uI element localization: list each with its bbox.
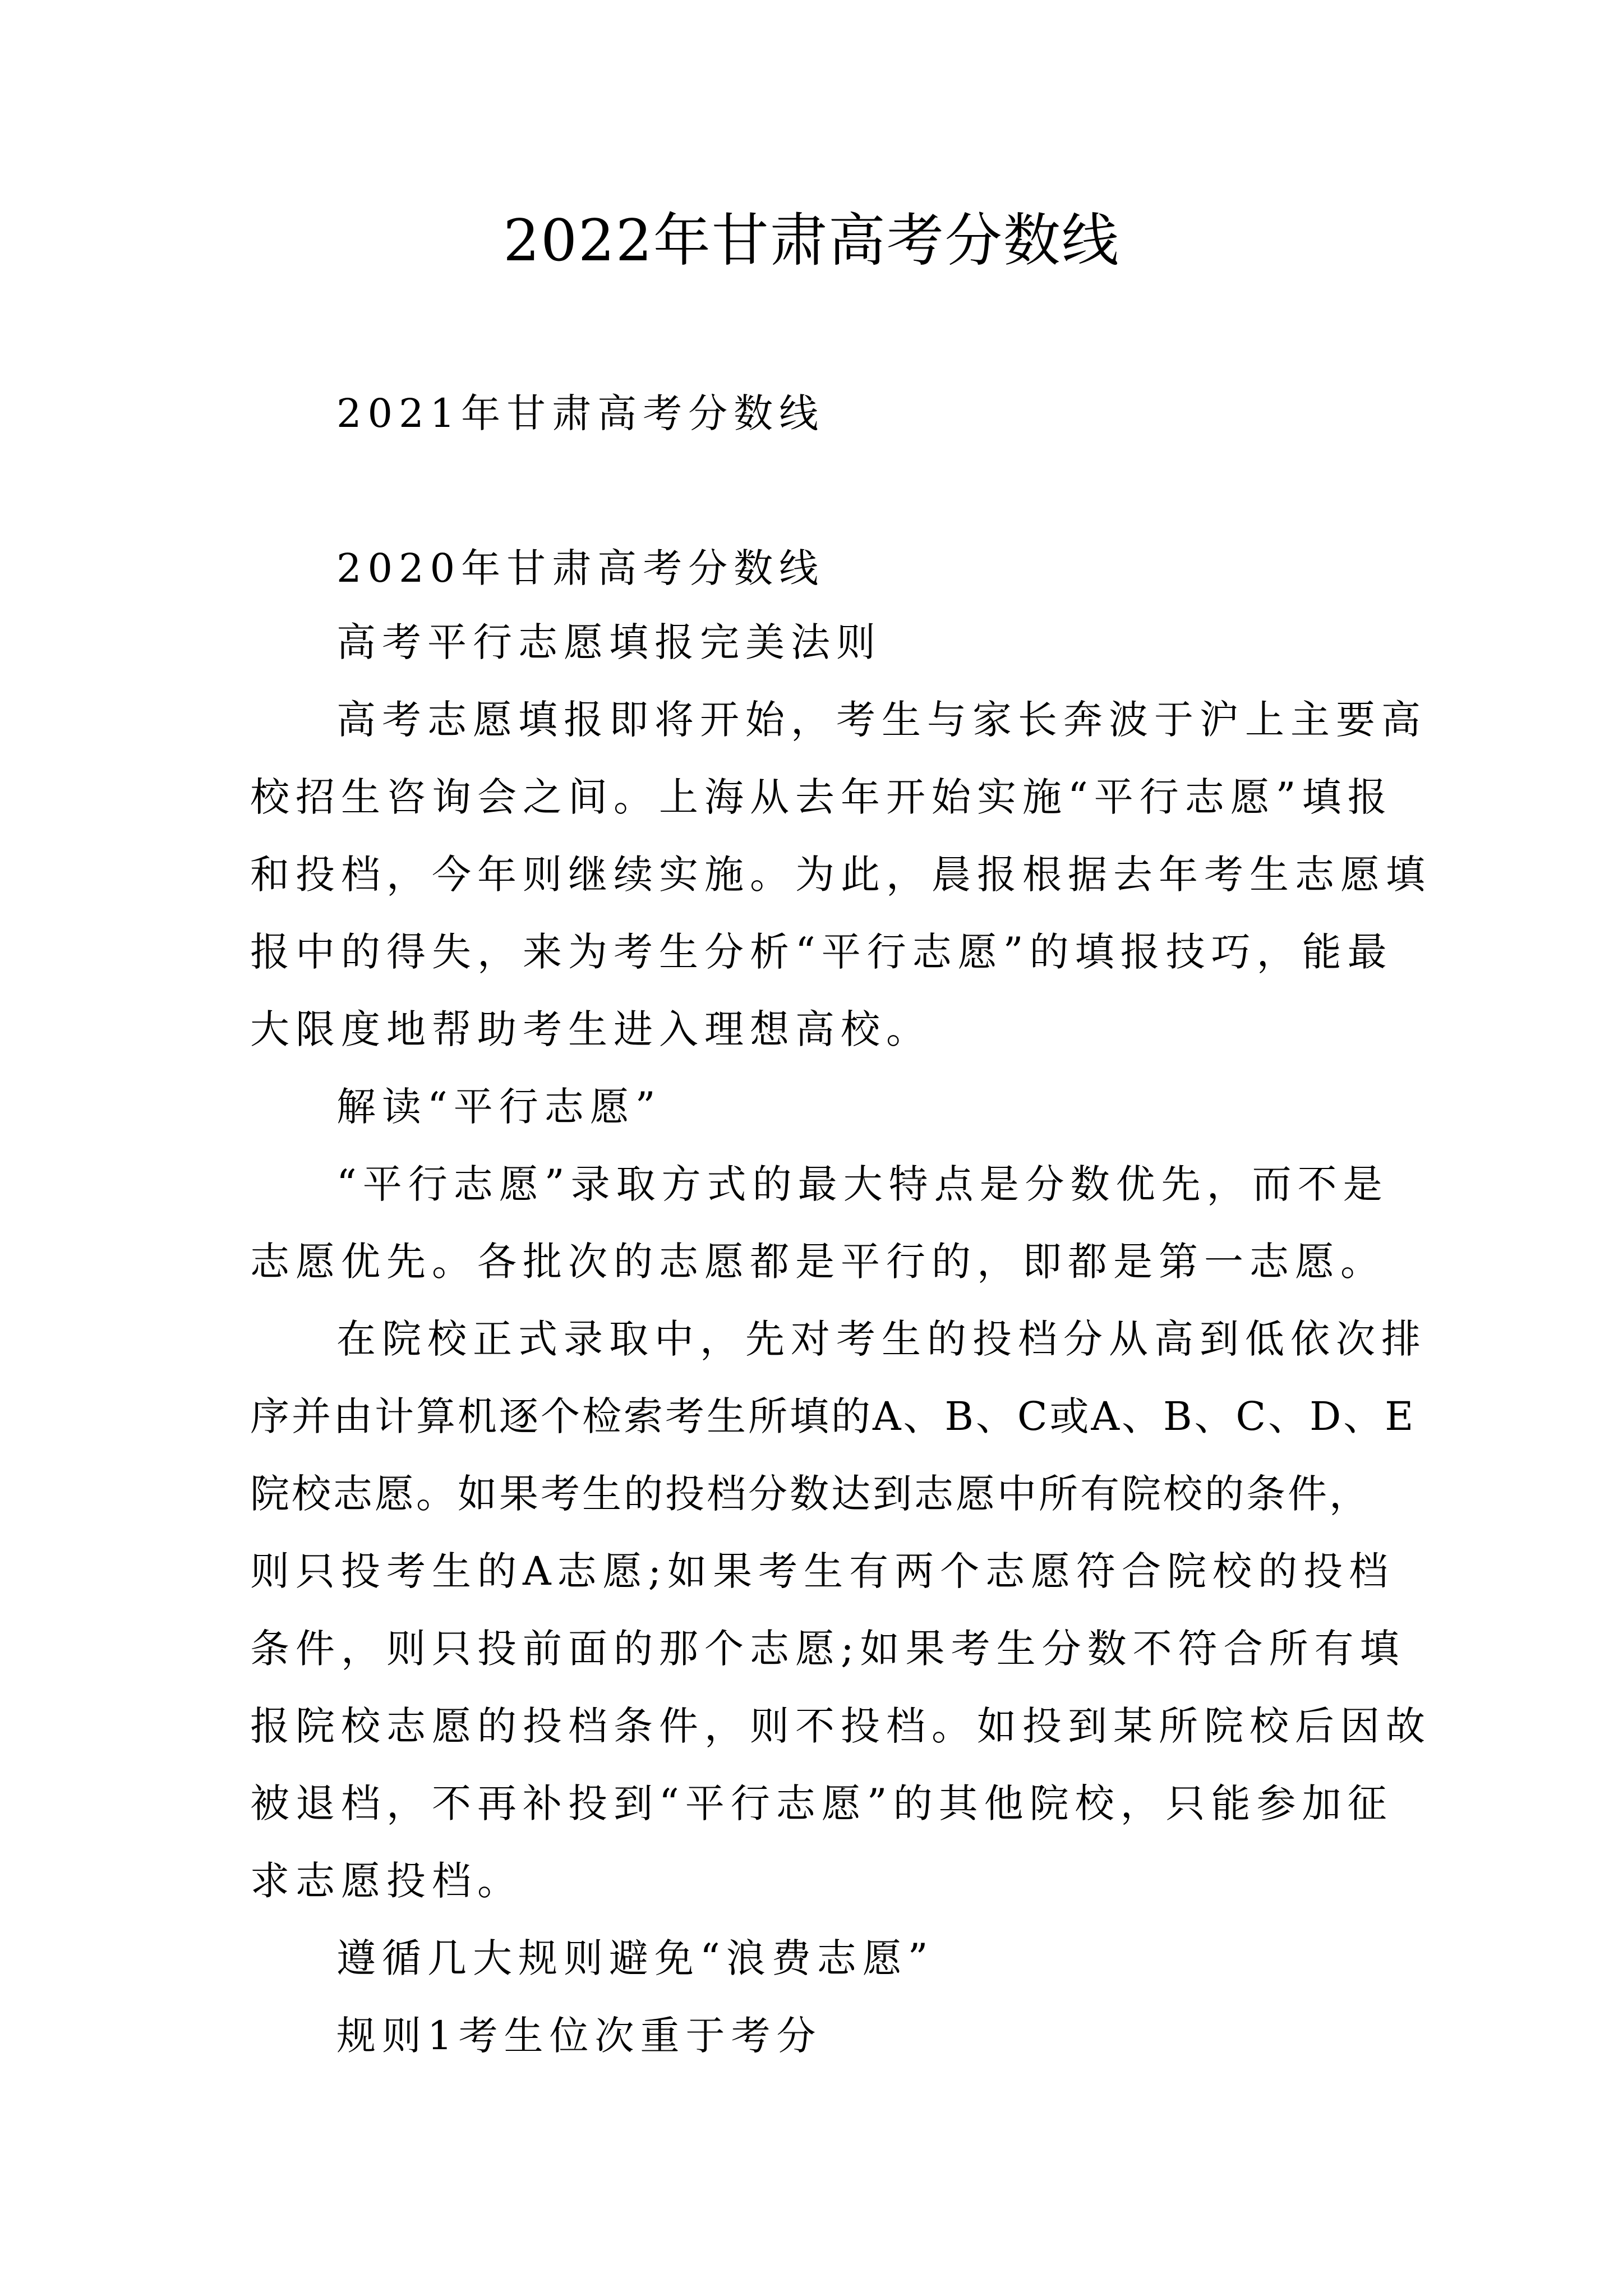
paragraph-line: 校招生咨询会之间。上海从去年开始实施“平行志愿”填报 — [250, 774, 1393, 820]
paragraph-line: 大限度地帮助考生进入理想高校。 — [250, 1006, 932, 1052]
paragraph-line: 高考志愿填报即将开始，考生与家长奔波于沪上主要高 — [336, 697, 1427, 743]
paragraph-line: 报院校志愿的投档条件，则不投档。如投到某所院校后因故 — [250, 1703, 1431, 1749]
paragraph-line: 条件，则只投前面的那个志愿;如果考生分数不符合所有填 — [250, 1626, 1405, 1672]
paragraph-line: 序并由计算机逐个检索考生所填的A、B、C或A、B、C、D、E — [250, 1393, 1416, 1439]
paragraph-line: 求志愿投档。 — [250, 1858, 523, 1904]
paragraph-line: 则只投考生的A志愿;如果考生有两个志愿符合院校的投档 — [250, 1548, 1395, 1594]
heading-rules-avoid-waste: 遵循几大规则避免“浪费志愿” — [336, 1935, 934, 1981]
paragraph-line: 报中的得失，来为考生分析“平行志愿”的填报技巧，能最 — [250, 929, 1393, 975]
paragraph-line: 和投档，今年则继续实施。为此，晨报根据去年考生志愿填 — [250, 852, 1431, 898]
paragraph-line: 被退档，不再补投到“平行志愿”的其他院校，只能参加征 — [250, 1780, 1393, 1826]
paragraph-line: 在院校正式录取中，先对考生的投档分从高到低依次排 — [336, 1316, 1427, 1362]
heading-2021-score-line: 2021年甘肃高考分数线 — [336, 390, 825, 436]
paragraph-line: “平行志愿”录取方式的最大特点是分数优先，而不是 — [336, 1161, 1389, 1207]
heading-rule-1: 规则1考生位次重于考分 — [336, 2013, 822, 2059]
heading-parallel-volunteer-rules: 高考平行志愿填报完美法则 — [336, 619, 882, 665]
heading-2020-score-line: 2020年甘肃高考分数线 — [336, 545, 825, 591]
document-title: 2022年甘肃高考分数线 — [503, 208, 1120, 274]
paragraph-line: 院校志愿。如果考生的投档分数达到志愿中所有院校的条件， — [250, 1471, 1371, 1517]
paragraph-line: 志愿优先。各批次的志愿都是平行的，即都是第一志愿。 — [250, 1239, 1386, 1285]
heading-interpretation: 解读“平行志愿” — [336, 1084, 662, 1130]
